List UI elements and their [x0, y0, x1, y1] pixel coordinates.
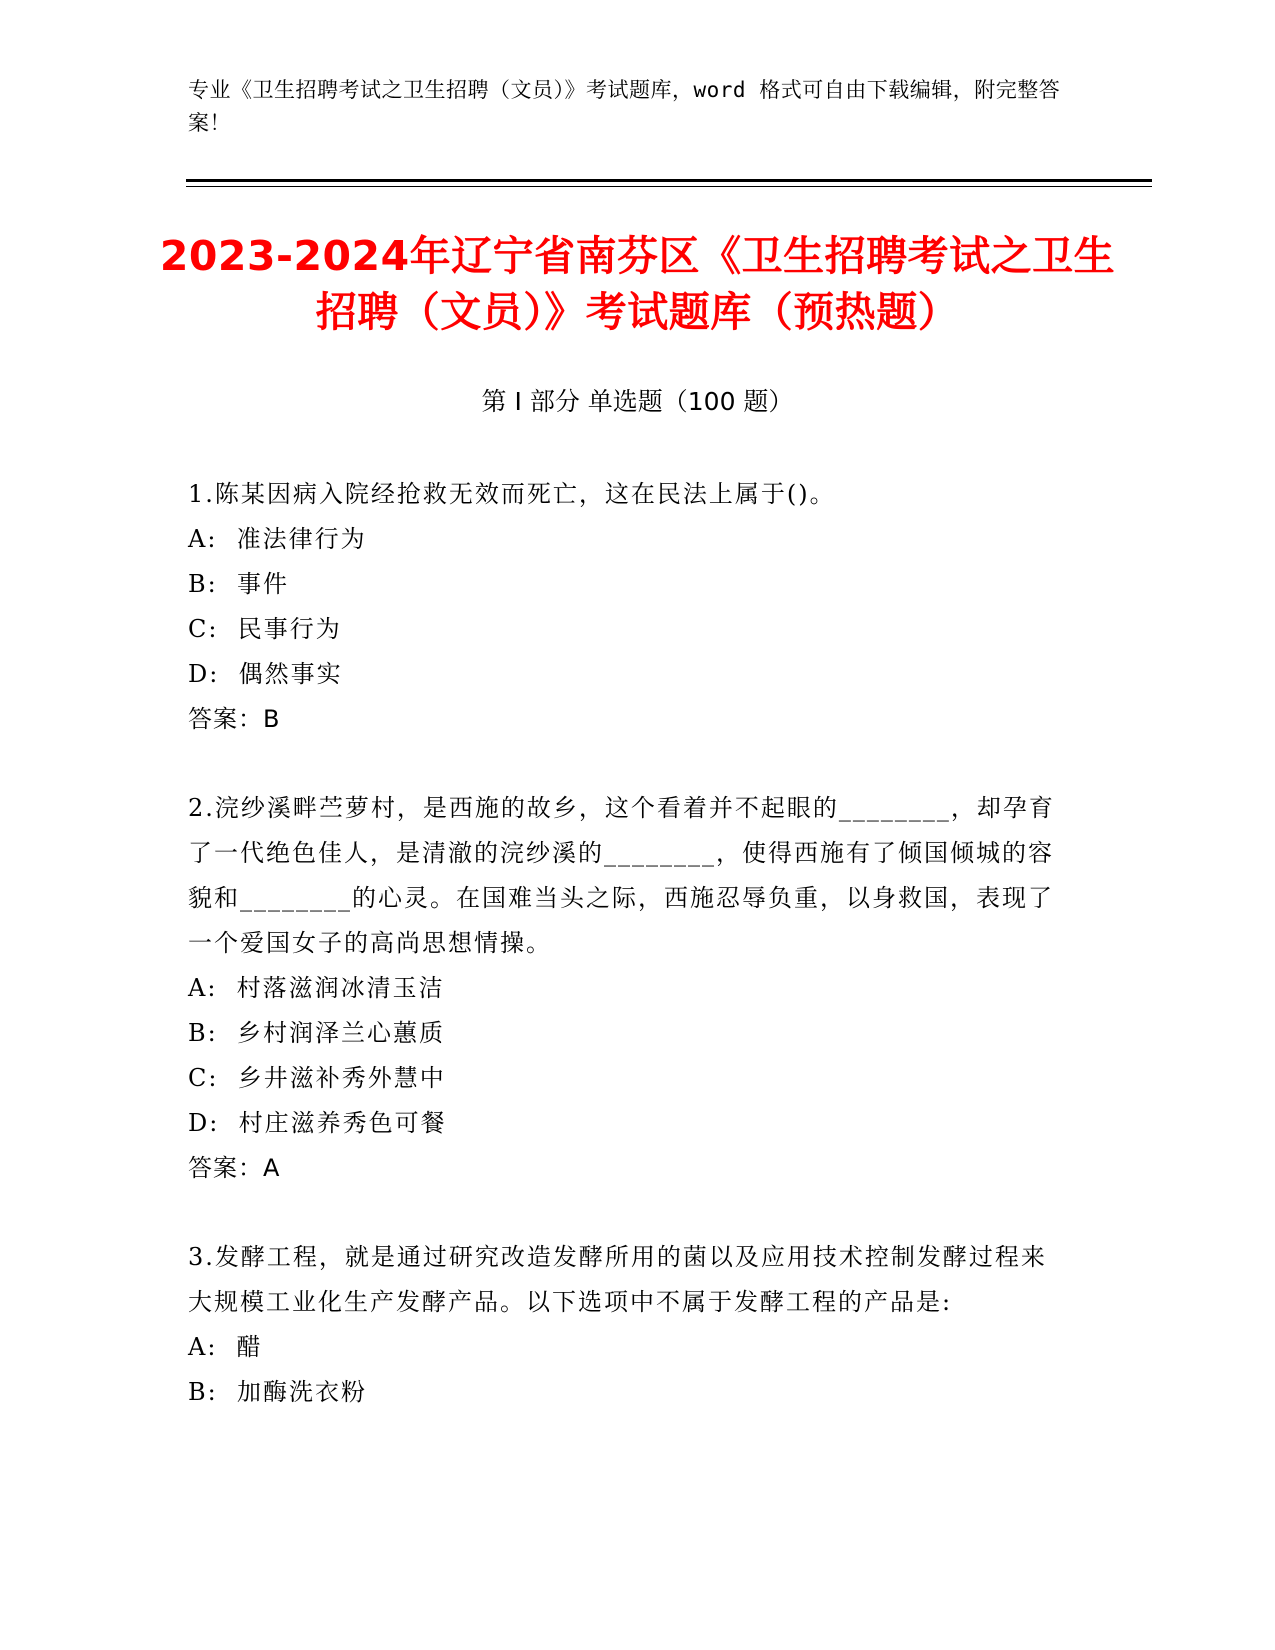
question-list	[188, 472, 1068, 1459]
header-divider-thin	[186, 186, 1152, 187]
document-title: 2023-2024年辽宁省南芬区《卫生招聘考试之卫生招聘（文员）》考试题库（预热题）	[159, 232, 1116, 336]
question-2	[188, 786, 1068, 1191]
question-3	[188, 1235, 1068, 1415]
option-a: A: 村落滋润冰清玉洁	[188, 974, 445, 1002]
question-stem: 3.发酵工程，就是通过研究改造发酵所用的菌以及应用技术控制发酵过程来大规模工业化生产发酵产品。以下选项中不属于发酵工程的产品是:	[188, 1243, 1047, 1316]
option-d: D: 村庄滋养秀色可餐	[188, 1109, 447, 1137]
option-c: C: 乡井滋补秀外慧中	[188, 1064, 446, 1092]
header-divider-thick	[186, 179, 1152, 182]
option-d: D: 偶然事实	[188, 660, 343, 688]
question-1	[188, 472, 1068, 742]
answer-line: 答案：A	[188, 1154, 281, 1182]
option-c: C: 民事行为	[188, 615, 342, 643]
option-b: B: 乡村润泽兰心蕙质	[188, 1019, 445, 1047]
question-stem: 2.浣纱溪畔苎萝村，是西施的故乡，这个看着并不起眼的________，却孕育了一代绝色佳人，是清澈的浣纱溪的________，使得西施有了倾国倾城的容貌和________的心灵。在国难当头之际，西施忍辱负重，以身救国，表现了一个爱国女子的高尚思想情操。	[188, 794, 1055, 957]
section-heading: 第 I 部分 单选题（100 题）	[481, 387, 794, 416]
header-note: 专业《卫生招聘考试之卫生招聘（文员）》考试题库，word 格式可自由下载编辑，附完整答案！	[188, 78, 1061, 135]
option-b: B: 加酶洗衣粉	[188, 1378, 367, 1406]
option-a: A: 醋	[188, 1333, 263, 1361]
answer-line: 答案：B	[188, 705, 281, 733]
option-b: B: 事件	[188, 570, 289, 598]
question-stem: 1.陈某因病入院经抢救无效而死亡，这在民法上属于()。	[188, 480, 836, 508]
option-a: A: 准法律行为	[188, 525, 367, 553]
